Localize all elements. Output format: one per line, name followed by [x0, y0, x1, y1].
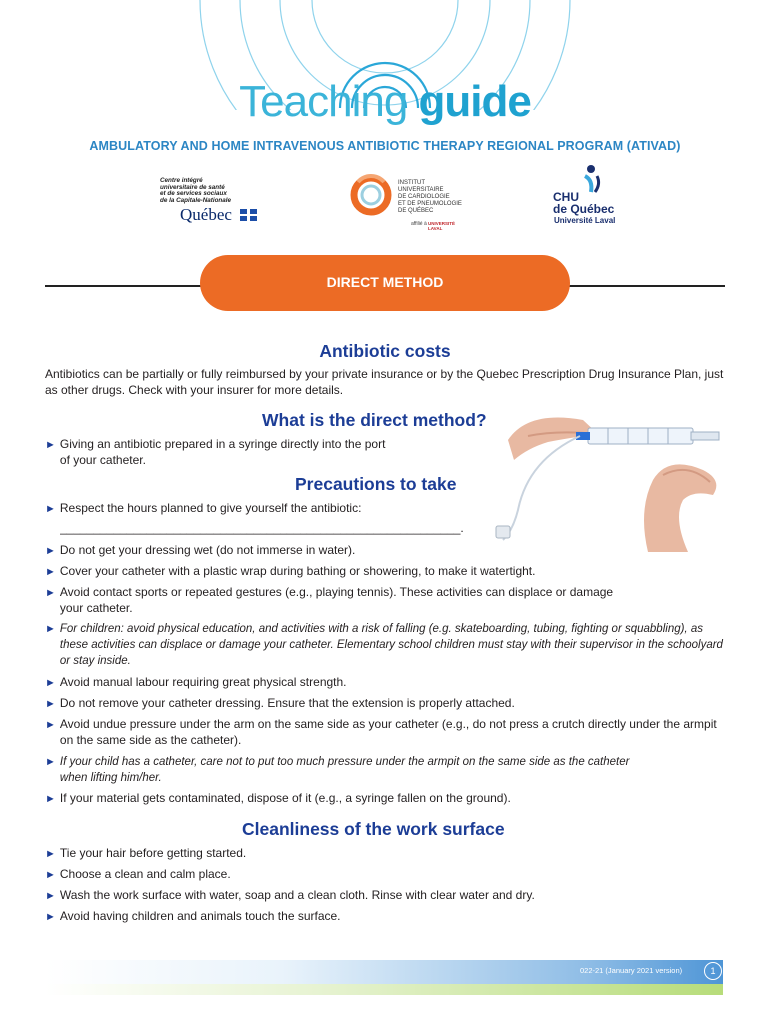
- bullet-arrow-icon: ►: [45, 719, 56, 731]
- fleur-de-lis-icon: [240, 209, 247, 214]
- iucpq-logo: [348, 172, 466, 234]
- title-bold: guide: [418, 77, 531, 126]
- page-number: 1: [704, 962, 722, 980]
- document-code: 022-21 (January 2021 version): [580, 966, 683, 975]
- iucpq-line: ET DE PNEUMOLOGIE: [398, 201, 462, 207]
- bullet-arrow-icon: ►: [45, 911, 56, 923]
- bullet-arrow-icon: ►: [45, 566, 56, 578]
- bullet-arrow-icon: ►: [45, 439, 56, 451]
- bullet-arrow-icon: ►: [45, 756, 56, 768]
- list-item-text: Choose a clean and calm place.: [59, 867, 231, 881]
- hours-blank-line: ____________________________________________________________.: [60, 521, 464, 535]
- page-title: [0, 76, 770, 128]
- list-item: [45, 436, 395, 468]
- list-item: [45, 500, 485, 517]
- list-item: [45, 563, 725, 580]
- section-title-costs: Antibiotic costs: [319, 341, 451, 361]
- iucpq-ring-icon: [348, 172, 394, 218]
- list-item: [45, 908, 725, 925]
- list-item: [45, 542, 725, 559]
- chu-line1: CHU: [553, 190, 579, 204]
- list-item: [45, 584, 645, 616]
- bullet-arrow-icon: ►: [45, 890, 56, 902]
- chu-line3: Université Laval: [554, 216, 616, 225]
- syringe-hand-image: [488, 400, 728, 552]
- iucpq-affiliation: affilié à: [411, 221, 427, 227]
- list-item: [45, 887, 725, 904]
- list-item-text: Avoid manual labour requiring great physical strength.: [59, 675, 347, 689]
- bullet-arrow-icon: ►: [45, 848, 56, 860]
- list-item-text: For children: avoid physical education, and activities with a risk of falling (e.g. skateboarding, tubing, fighting or squabbling), as these activities can displace or damage your catheter. Elementary school children must stay with their supervisor in the schoolyard or stay inside.: [59, 623, 723, 667]
- fleur-de-lis-icon: [240, 216, 247, 221]
- iucpq-line: INSTITUT UNIVERSITAIRE: [398, 180, 444, 193]
- chu-logo: [553, 164, 623, 230]
- list-item-text: Avoid having children and animals touch the surface.: [59, 909, 341, 923]
- list-item: [45, 674, 725, 691]
- universite-laval-mark: UNIVERSITÉ LAVAL: [428, 221, 456, 231]
- section-title-cleanliness: Cleanliness of the work surface: [242, 819, 505, 839]
- list-item-text: If your child has a catheter, care not to put too much pressure under the armpit on the same side as the catheter when lifting him/her.: [59, 756, 630, 784]
- method-banner-label: DIRECT METHOD: [326, 274, 444, 290]
- list-item: [45, 621, 730, 669]
- divider-left: [45, 285, 205, 287]
- divider-right: [565, 285, 725, 287]
- list-item-text: If your material gets contaminated, dispose of it (e.g., a syringe fallen on the ground).: [59, 791, 511, 805]
- ciusss-line: Centre intégré: [160, 177, 203, 184]
- list-item: [45, 695, 725, 712]
- iucpq-line: DE QUÉBEC: [398, 208, 434, 214]
- list-item-text: Tie your hair before getting started.: [59, 846, 247, 860]
- costs-paragraph: Antibiotics can be partially or fully reimbursed by your private insurance or by the Quebec Prescription Drug Insurance Plan, just as other drugs. Check with your insurer for more details.: [45, 367, 724, 397]
- list-item-text: Giving an antibiotic prepared in a syringe directly into the port of your catheter.: [59, 437, 386, 467]
- section-title-precautions: Precautions to take: [295, 474, 457, 494]
- section-title-direct: What is the direct method?: [262, 410, 487, 430]
- bullet-arrow-icon: ►: [45, 698, 56, 710]
- iucpq-line: DE CARDIOLOGIE: [398, 194, 450, 200]
- ciusss-logo: [160, 178, 270, 228]
- footer-accent-bar: [45, 984, 723, 995]
- list-item-text: Cover your catheter with a plastic wrap during bathing or showering, to make it watertight.: [59, 564, 536, 578]
- bullet-arrow-icon: ►: [45, 869, 56, 881]
- bullet-arrow-icon: ►: [45, 793, 56, 805]
- ciusss-line: et de services sociaux: [160, 190, 227, 198]
- bullet-arrow-icon: ►: [45, 677, 56, 689]
- list-item-text: Do not get your dressing wet (do not immerse in water).: [59, 543, 356, 557]
- bullet-arrow-icon: ►: [45, 623, 56, 635]
- ciusss-line: de la Capitale-Nationale: [160, 196, 232, 204]
- list-item: [45, 790, 725, 807]
- fleur-de-lis-icon: [250, 209, 257, 214]
- ciusss-line: universitaire de santé: [160, 183, 225, 191]
- list-item-text: Wash the work surface with water, soap and a clean cloth. Rinse with clear water and dry.: [59, 888, 535, 902]
- list-item: [45, 866, 725, 883]
- list-item-text: Avoid undue pressure under the arm on the same side as your catheter (e.g., do not press a crutch directly under the armpit on the same side as the catheter).: [59, 717, 717, 747]
- quebec-wordmark: Québec: [180, 205, 232, 224]
- bullet-arrow-icon: ►: [45, 503, 56, 515]
- list-item-text: Respect the hours planned to give yourself the antibiotic:: [59, 501, 362, 515]
- list-item-text: Avoid contact sports or repeated gestures (e.g., playing tennis). These activities can displace or damage your catheter.: [59, 585, 614, 615]
- bullet-arrow-icon: ►: [45, 545, 56, 557]
- bullet-arrow-icon: ►: [45, 587, 56, 599]
- list-item: [45, 845, 725, 862]
- fleur-de-lis-icon: [250, 216, 257, 221]
- list-item: [45, 716, 730, 748]
- program-subtitle: AMBULATORY AND HOME INTRAVENOUS ANTIBIOTIC THERAPY REGIONAL PROGRAM (ATIVAD): [89, 139, 681, 153]
- list-item-text: Do not remove your catheter dressing. Ensure that the extension is properly attached.: [59, 696, 515, 710]
- title-light: Teaching: [239, 77, 419, 126]
- list-item: [45, 754, 685, 786]
- chu-line2: de Québec: [553, 202, 615, 216]
